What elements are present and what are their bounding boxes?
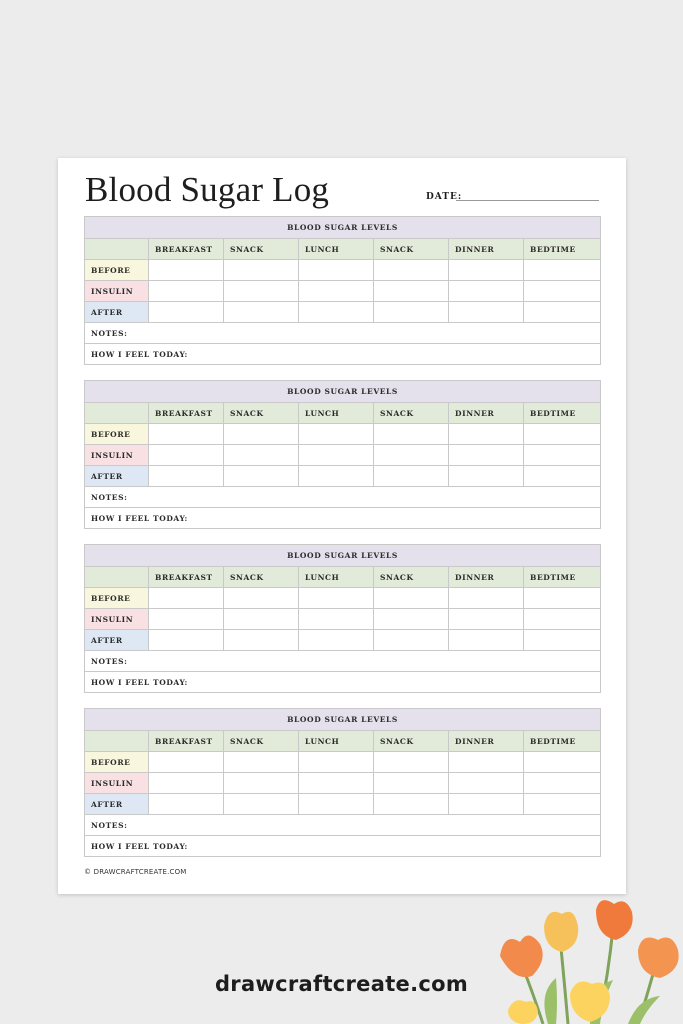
reading-cell[interactable]: [299, 588, 374, 609]
tulip-orange-right: [638, 938, 679, 978]
reading-cell[interactable]: [449, 794, 524, 815]
reading-cell[interactable]: [149, 260, 224, 281]
row-label-after: AFTER: [85, 794, 149, 815]
log-block: [84, 380, 600, 529]
meal-header-corner: [85, 567, 149, 588]
meal-column-header: BEDTIME: [524, 403, 601, 424]
how-i-feel-field[interactable]: HOW I FEEL TODAY:: [85, 508, 601, 529]
tulip-yellow: [544, 912, 578, 952]
blood-sugar-table: [84, 544, 601, 693]
reading-cell[interactable]: [299, 281, 374, 302]
row-label-before: BEFORE: [85, 260, 149, 281]
reading-cell[interactable]: [224, 424, 299, 445]
reading-cell[interactable]: [524, 281, 601, 302]
notes-field[interactable]: NOTES:: [85, 815, 601, 836]
meal-column-header: DINNER: [449, 567, 524, 588]
row-label-insulin: INSULIN: [85, 281, 149, 302]
tulip-orange-top: [596, 900, 633, 940]
how-i-feel-field[interactable]: HOW I FEEL TODAY:: [85, 344, 601, 365]
row-label-before: BEFORE: [85, 588, 149, 609]
reading-cell[interactable]: [449, 260, 524, 281]
reading-cell[interactable]: [149, 281, 224, 302]
reading-cell[interactable]: [524, 588, 601, 609]
meal-column-header: BEDTIME: [524, 567, 601, 588]
reading-cell[interactable]: [224, 588, 299, 609]
row-label-after: AFTER: [85, 466, 149, 487]
reading-cell[interactable]: [224, 794, 299, 815]
reading-cell[interactable]: [449, 302, 524, 323]
reading-cell[interactable]: [449, 466, 524, 487]
meal-column-header: SNACK: [224, 239, 299, 260]
reading-cell[interactable]: [374, 630, 449, 651]
reading-cell[interactable]: [374, 424, 449, 445]
reading-cell[interactable]: [449, 630, 524, 651]
row-label-insulin: INSULIN: [85, 609, 149, 630]
reading-cell[interactable]: [374, 588, 449, 609]
row-label-before: BEFORE: [85, 752, 149, 773]
meal-column-header: SNACK: [224, 403, 299, 424]
reading-cell[interactable]: [374, 609, 449, 630]
reading-cell[interactable]: [374, 466, 449, 487]
meal-header-corner: [85, 403, 149, 424]
tulip-yellow-bottom: [508, 982, 610, 1024]
log-block: [84, 544, 600, 693]
row-label-before: BEFORE: [85, 424, 149, 445]
notes-field[interactable]: NOTES:: [85, 323, 601, 344]
reading-cell[interactable]: [224, 260, 299, 281]
meal-column-header: BREAKFAST: [149, 567, 224, 588]
reading-cell[interactable]: [149, 588, 224, 609]
how-i-feel-field[interactable]: HOW I FEEL TODAY:: [85, 836, 601, 857]
reading-cell[interactable]: [149, 445, 224, 466]
blood-sugar-table: [84, 380, 601, 529]
meal-header-corner: [85, 731, 149, 752]
meal-column-header: SNACK: [374, 403, 449, 424]
meal-column-header: BREAKFAST: [149, 239, 224, 260]
row-label-insulin: INSULIN: [85, 773, 149, 794]
how-i-feel-field[interactable]: HOW I FEEL TODAY:: [85, 672, 601, 693]
reading-cell[interactable]: [524, 794, 601, 815]
reading-cell[interactable]: [149, 424, 224, 445]
reading-cell[interactable]: [524, 445, 601, 466]
reading-cell[interactable]: [374, 445, 449, 466]
reading-cell[interactable]: [374, 773, 449, 794]
reading-cell[interactable]: [449, 445, 524, 466]
reading-cell[interactable]: [299, 466, 374, 487]
reading-cell[interactable]: [449, 588, 524, 609]
reading-cell[interactable]: [524, 424, 601, 445]
log-block: [84, 708, 600, 857]
meal-header-corner: [85, 239, 149, 260]
reading-cell[interactable]: [224, 281, 299, 302]
reading-cell[interactable]: [149, 302, 224, 323]
reading-cell[interactable]: [524, 609, 601, 630]
meal-column-header: LUNCH: [299, 403, 374, 424]
meal-column-header: SNACK: [374, 239, 449, 260]
reading-cell[interactable]: [299, 773, 374, 794]
log-sheet: [58, 158, 626, 894]
blood-sugar-table: [84, 708, 601, 857]
reading-cell[interactable]: [224, 773, 299, 794]
reading-cell[interactable]: [524, 752, 601, 773]
meal-column-header: SNACK: [374, 731, 449, 752]
reading-cell[interactable]: [524, 773, 601, 794]
reading-cell[interactable]: [449, 773, 524, 794]
reading-cell[interactable]: [224, 752, 299, 773]
reading-cell[interactable]: [524, 466, 601, 487]
meal-column-header: SNACK: [224, 731, 299, 752]
reading-cell[interactable]: [524, 260, 601, 281]
section-title: BLOOD SUGAR LEVELS: [85, 381, 601, 403]
reading-cell[interactable]: [149, 630, 224, 651]
row-label-insulin: INSULIN: [85, 445, 149, 466]
reading-cell[interactable]: [299, 445, 374, 466]
meal-column-header: LUNCH: [299, 567, 374, 588]
meal-column-header: BREAKFAST: [149, 731, 224, 752]
row-label-after: AFTER: [85, 630, 149, 651]
tulip-orange-left: [500, 935, 543, 977]
reading-cell[interactable]: [149, 609, 224, 630]
meal-column-header: LUNCH: [299, 239, 374, 260]
reading-cell[interactable]: [224, 445, 299, 466]
section-title: BLOOD SUGAR LEVELS: [85, 709, 601, 731]
reading-cell[interactable]: [299, 794, 374, 815]
meal-column-header: BREAKFAST: [149, 403, 224, 424]
log-block: [84, 216, 600, 365]
blood-sugar-table: [84, 216, 601, 365]
reading-cell[interactable]: [224, 609, 299, 630]
reading-cell[interactable]: [524, 302, 601, 323]
section-title: BLOOD SUGAR LEVELS: [85, 545, 601, 567]
copyright-text: © DRAWCRAFTCREATE.COM: [84, 868, 187, 876]
reading-cell[interactable]: [374, 752, 449, 773]
reading-cell[interactable]: [224, 466, 299, 487]
reading-cell[interactable]: [149, 794, 224, 815]
meal-column-header: SNACK: [374, 567, 449, 588]
reading-cell[interactable]: [374, 302, 449, 323]
meal-column-header: BEDTIME: [524, 239, 601, 260]
tulips-illustration: [478, 898, 683, 1024]
notes-field[interactable]: NOTES:: [85, 651, 601, 672]
reading-cell[interactable]: [224, 630, 299, 651]
reading-cell[interactable]: [449, 281, 524, 302]
reading-cell[interactable]: [374, 260, 449, 281]
reading-cell[interactable]: [149, 773, 224, 794]
date-line: [456, 200, 599, 201]
reading-cell[interactable]: [224, 302, 299, 323]
meal-column-header: DINNER: [449, 403, 524, 424]
reading-cell[interactable]: [449, 424, 524, 445]
notes-field[interactable]: NOTES:: [85, 487, 601, 508]
meal-column-header: BEDTIME: [524, 731, 601, 752]
reading-cell[interactable]: [149, 752, 224, 773]
meal-column-header: SNACK: [224, 567, 299, 588]
reading-cell[interactable]: [299, 260, 374, 281]
reading-cell[interactable]: [149, 466, 224, 487]
reading-cell[interactable]: [449, 609, 524, 630]
row-label-after: AFTER: [85, 302, 149, 323]
reading-cell[interactable]: [299, 752, 374, 773]
reading-cell[interactable]: [299, 424, 374, 445]
reading-cell[interactable]: [374, 281, 449, 302]
reading-cell[interactable]: [299, 302, 374, 323]
reading-cell[interactable]: [524, 630, 601, 651]
reading-cell[interactable]: [299, 630, 374, 651]
meal-column-header: LUNCH: [299, 731, 374, 752]
meal-column-header: DINNER: [449, 731, 524, 752]
meal-column-header: DINNER: [449, 239, 524, 260]
reading-cell[interactable]: [374, 794, 449, 815]
section-title: BLOOD SUGAR LEVELS: [85, 217, 601, 239]
page-title: Blood Sugar Log: [85, 170, 330, 209]
site-footer: drawcraftcreate.com: [214, 972, 469, 996]
date-label: DATE:: [426, 192, 463, 202]
reading-cell[interactable]: [299, 609, 374, 630]
reading-cell[interactable]: [449, 752, 524, 773]
